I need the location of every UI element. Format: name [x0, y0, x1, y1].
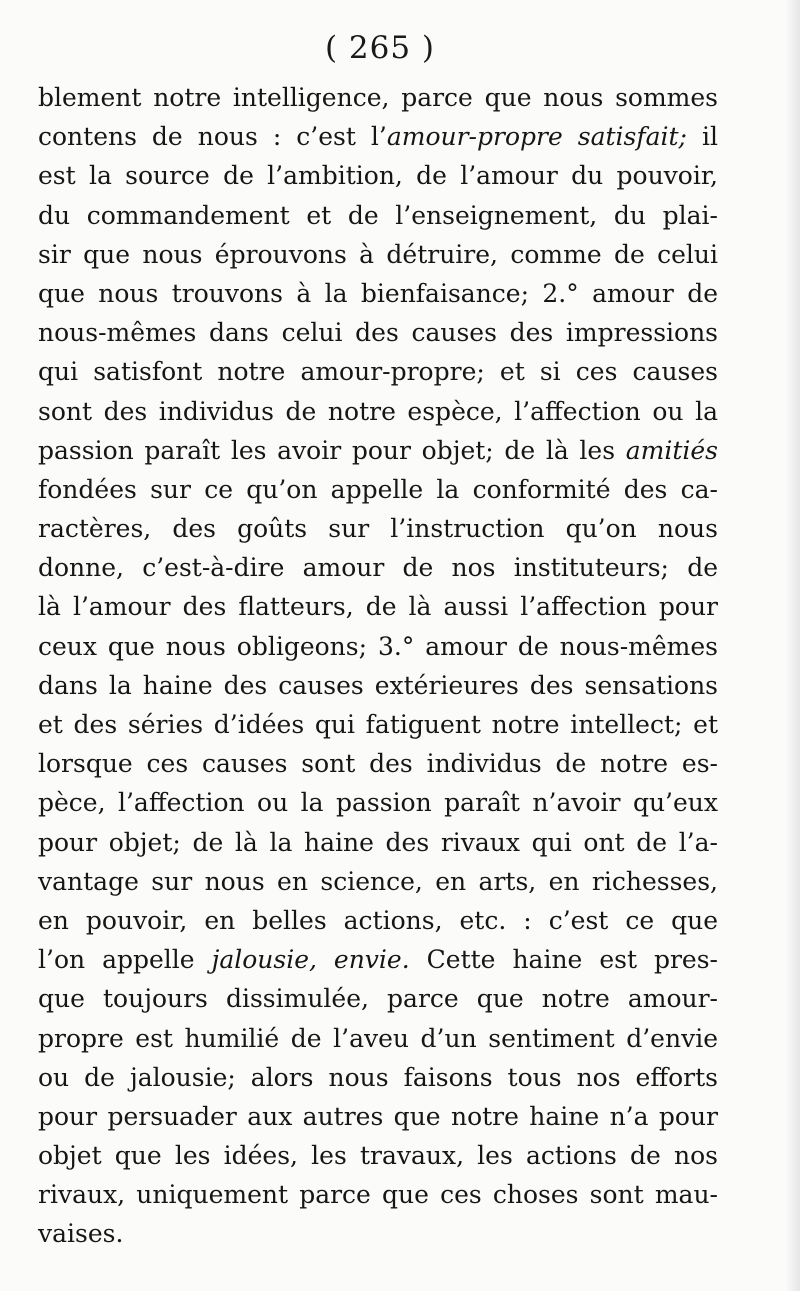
line-text: est la source de l’ambition, de l’amour du pouvoir, [38, 161, 718, 191]
line-text: nous-mêmes dans celui des causes des impressions [38, 318, 718, 348]
text-line [38, 117, 718, 156]
text-line [38, 705, 718, 744]
text-line [38, 823, 718, 862]
line-text: que toujours dissimulée, parce que notre amour- [38, 984, 718, 1014]
line-text: sont des individus de notre espèce, l’affection ou la [38, 396, 718, 426]
line-text: en pouvoir, en belles actions, etc. : c’est ce que [38, 905, 718, 935]
text-line [38, 940, 718, 979]
line-text: il [686, 122, 718, 152]
text-line [38, 1019, 718, 1058]
line-text: lorsque ces causes sont des individus de notre es- [38, 749, 718, 779]
line-text: ceux que nous obligeons; 3.° amour de nous-mêmes [38, 631, 718, 661]
text-line [38, 431, 718, 470]
page-number: ( 265 ) [324, 30, 436, 66]
line-text: pour persuader aux autres que notre haine n’a pour [38, 1101, 718, 1131]
text-line [38, 392, 718, 431]
body-text [38, 78, 718, 1254]
italic-phrase: amitiés [625, 435, 718, 465]
line-text: donne, c’est-à-dire amour de nos instituteurs; de [38, 553, 718, 583]
text-line [38, 274, 718, 313]
line-text: pèce, l’affection ou la passion paraît n’avoir qu’eux [38, 788, 718, 818]
text-line [38, 78, 718, 117]
line-text: là l’amour des flatteurs, de là aussi l’affection pour [38, 592, 718, 622]
text-line [38, 156, 718, 195]
line-text: pour objet; de là la haine des rivaux qui ont de l’a- [38, 827, 718, 857]
line-text: et des séries d’idées qui fatiguent notre intellect; et [38, 710, 718, 739]
text-line [38, 1175, 718, 1214]
text-line [38, 235, 718, 274]
line-text: vantage sur nous en science, en arts, en richesses, [38, 866, 718, 896]
text-line [38, 862, 718, 901]
text-line [38, 470, 718, 509]
text-line [38, 1136, 718, 1175]
italic-phrase: amour-propre satisfait; [386, 122, 687, 152]
text-line [38, 196, 718, 235]
line-text: Cette haine est pres- [409, 945, 718, 975]
text-line [38, 587, 718, 626]
line-text: l’on appelle [38, 945, 212, 975]
line-text: du commandement et de l’enseignement, du plai- [38, 200, 718, 230]
line-text: objet que les idées, les travaux, les actions de nos [38, 1141, 718, 1171]
text-line [38, 313, 718, 352]
text-line [38, 783, 718, 822]
text-line [38, 509, 718, 548]
text-line [38, 1097, 718, 1136]
text-line [38, 352, 718, 391]
text-line [38, 1058, 718, 1097]
line-text: vaises. [38, 1219, 124, 1249]
text-line [38, 666, 718, 705]
line-text: qui satisfont notre amour-propre; et si ces causes [38, 357, 718, 387]
text-line [38, 744, 718, 783]
line-text: sir que nous éprouvons à détruire, comme de celui [38, 239, 718, 269]
line-text: fondées sur ce qu’on appelle la conformité des ca- [38, 474, 718, 504]
line-text: dans la haine des causes extérieures des sensations [38, 670, 718, 700]
line-text: rivaux, uniquement parce que ces choses sont mau- [38, 1180, 718, 1210]
line-text: ou de jalousie; alors nous faisons tous nos efforts [38, 1062, 718, 1092]
line-text: propre est humilié de l’aveu d’un sentiment d’envie [38, 1023, 718, 1053]
text-line [38, 548, 718, 587]
line-text: contens de nous : c’est l’ [38, 122, 387, 152]
text-line [38, 979, 718, 1018]
page-edge-shadow [786, 0, 800, 1291]
line-text: ractères, des goûts sur l’instruction qu’on nous [38, 514, 718, 544]
line-text: que nous trouvons à la bienfaisance; 2.° amour de [38, 278, 718, 308]
italic-phrase: jalousie, envie. [211, 945, 410, 975]
line-text: blement notre intelligence, parce que nous sommes [38, 83, 718, 112]
text-line [38, 627, 718, 666]
text-line [38, 901, 718, 940]
text-line [38, 1214, 718, 1253]
line-text: passion paraît les avoir pour objet; de là les [38, 435, 626, 465]
